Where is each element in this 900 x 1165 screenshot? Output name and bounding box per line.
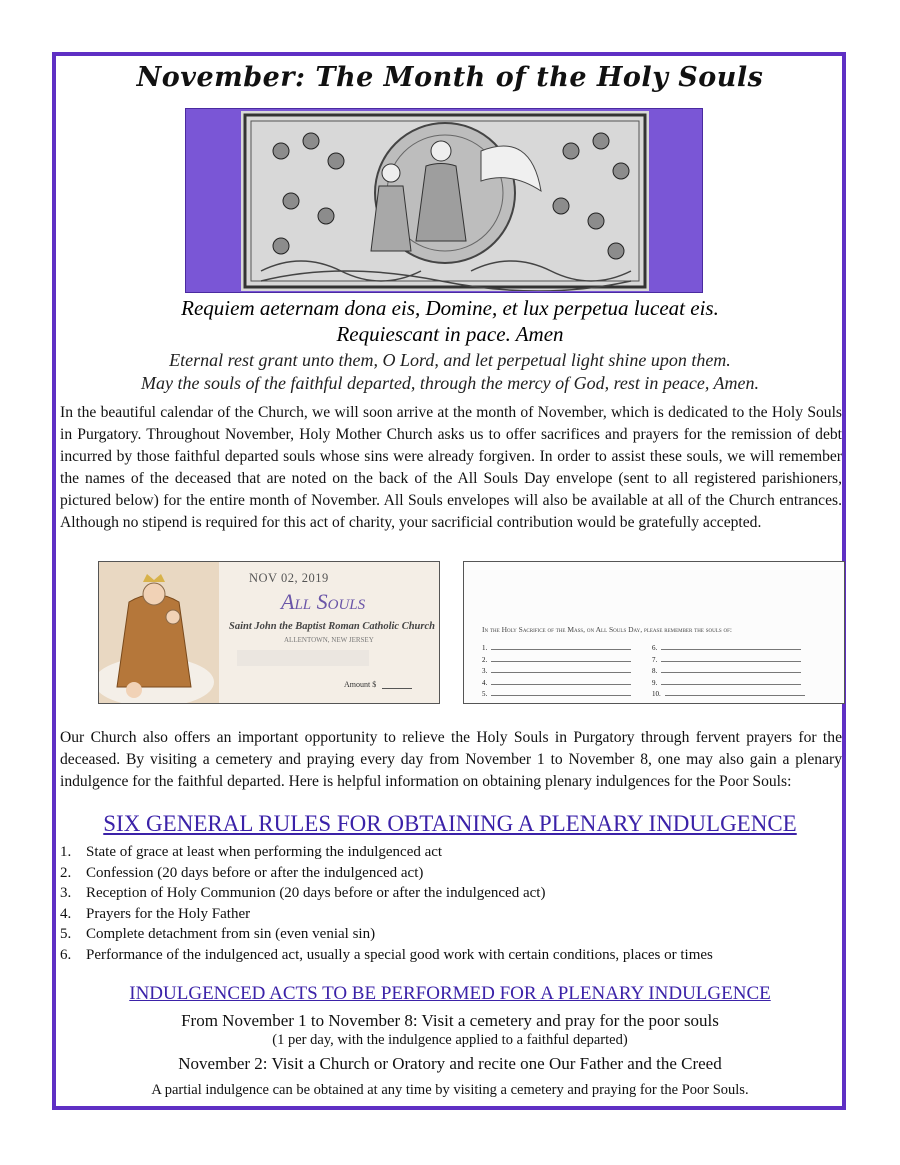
rule-text: Prayers for the Holy Father: [86, 905, 251, 922]
name-line: [482, 656, 631, 668]
rule-text: Reception of Holy Communion (20 days before or after the indulgenced act): [86, 885, 546, 901]
line-number: 3.: [482, 667, 488, 675]
latin-prayer-line-1: Requiem aeternam dona eis, Domine, et lux perpetua luceat eis.: [181, 296, 719, 320]
latin-prayer-line-2: Requiescant in pace. Amen: [336, 322, 564, 346]
rule-number: 4.: [60, 905, 72, 922]
rule-item: [60, 945, 713, 966]
rule-item: [60, 904, 713, 925]
envelope-date: NOV 02, 2019: [249, 571, 329, 585]
rule-item: [60, 842, 713, 863]
name-line: [482, 644, 631, 656]
envelope-back-image: [463, 561, 845, 704]
envelope-location: ALLENTOWN, NEW JERSEY: [284, 636, 374, 644]
english-prayer-line-1: Eternal rest grant unto them, O Lord, and let perpetual light shine upon them.: [169, 350, 731, 370]
rule-number: 5.: [60, 926, 72, 942]
rules-heading: SIX GENERAL RULES FOR OBTAINING A PLENARY INDULGENCE: [103, 811, 797, 836]
second-paragraph: Our Church also offers an important opportunity to relieve the Holy Souls in Purgatory through fervent prayers for the deceased. By visiting a cemetery and praying every day from November 1 to November 8, one may also gain a plenary indulgence for the faithful departed. Here is helpful information on obtaining plenary indulgences for the Poor Souls:: [60, 729, 842, 790]
page-title: November: The Month of the Holy Souls: [136, 62, 764, 93]
line-number: 6.: [652, 644, 658, 652]
rule-number: 2.: [60, 864, 72, 881]
name-line: [652, 656, 805, 668]
names-column-left: [482, 644, 631, 702]
envelope-back-heading: In the Holy Sacrifice of the Mass, on All Souls Day, please remember the souls of:: [482, 625, 732, 634]
intro-paragraph: In the beautiful calendar of the Church, we will soon arrive at the month of November, which is dedicated to the Holy Souls in Purgatory. Throughout November, Holy Mother Church asks us to offer sacrifices and prayers for the remission of debt incurred by those faithful departed souls whose sins were already forgiven. In order to assist these souls, we will remember the names of the deceased that are noted on the back of the All Souls Day envelope (sent to all registered parishioners, pictured below) for the entire month of November. All Souls envelopes will also be available at all of the Church entrances. Although no stipend is required for this act of charity, your sacrificial contribution would be gratefully accepted.: [60, 404, 842, 531]
banner-image: [185, 108, 703, 293]
line-number: 7.: [652, 655, 658, 664]
rule-item: [60, 924, 713, 945]
act-1: From November 1 to November 8: Visit a cemetery and pray for the poor souls: [181, 1011, 719, 1030]
rule-text: State of grace at least when performing the indulgenced act: [86, 844, 443, 860]
line-number: 2.: [482, 655, 488, 664]
english-prayer-line-2: May the souls of the faithful departed, through the mercy of God, rest in peace, Amen.: [140, 373, 760, 393]
rule-item: [60, 883, 713, 904]
line-number: 10.: [652, 690, 661, 698]
rule-text: Performance of the indulgenced act, usually a special good work with certain conditions, places or times: [86, 946, 713, 963]
name-line: [652, 667, 805, 679]
envelope-front-image: [98, 561, 440, 704]
madonna-icon: [99, 562, 219, 703]
holy-souls-engraving: [241, 111, 649, 291]
envelope-amount: Amount $: [344, 680, 377, 689]
line-number: 9.: [652, 678, 658, 687]
rule-number: 3.: [60, 885, 72, 901]
rule-text: Confession (20 days before or after the indulgenced act): [86, 864, 424, 881]
line-number: 5.: [482, 690, 488, 698]
line-number: 1.: [482, 644, 488, 652]
rule-text: Complete detachment from sin (even venial sin): [86, 926, 376, 942]
acts-heading: INDULGENCED ACTS TO BE PERFORMED FOR A PLENARY INDULGENCE: [129, 983, 771, 1004]
act-1-note: (1 per day, with the indulgence applied to a faithful departed): [272, 1032, 628, 1048]
name-line: [652, 644, 805, 656]
amount-line: [382, 688, 412, 689]
name-line: [482, 690, 631, 702]
names-column-right: [652, 644, 805, 702]
line-number: 4.: [482, 678, 488, 687]
act-2: November 2: Visit a Church or Oratory and recite one Our Father and the Creed: [178, 1054, 722, 1073]
rule-number: 6.: [60, 946, 72, 963]
envelope-label: All Souls: [281, 589, 366, 614]
partial-indulgence-note: A partial indulgence can be obtained at any time by visiting a cemetery and praying for the Poor Souls.: [151, 1082, 749, 1098]
name-line: [652, 679, 805, 691]
envelope-name-box: [237, 650, 369, 666]
name-line: [482, 667, 631, 679]
rule-item: [60, 863, 713, 884]
rules-list: [60, 842, 713, 965]
envelope-church: Saint John the Baptist Roman Catholic Church: [229, 621, 435, 632]
rule-number: 1.: [60, 844, 72, 860]
name-line: [652, 690, 805, 702]
line-number: 8.: [652, 667, 658, 675]
name-line: [482, 679, 631, 691]
